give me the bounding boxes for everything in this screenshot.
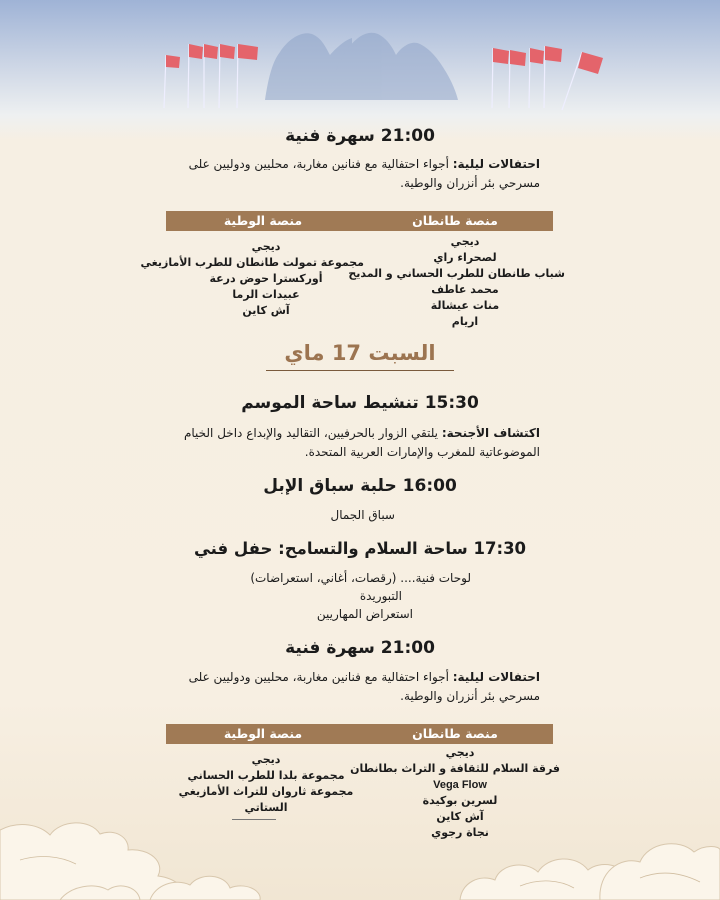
list-item: Vega Flow [433,779,487,791]
evening-1-desc-text: أجواء احتفالية مع فنانين مغاربة، محليين ودوليين على مسرحي بئر أنزران والوطية. [188,157,540,190]
list-item: منات عيشالة [430,299,500,312]
list-item: مجموعة تمولت طانطان للطرب الأمازيغي [140,256,364,269]
stage-1-tantan-list [348,234,565,330]
event-tents-desc-label: اكتشاف الأجنحة: [441,426,540,440]
list-item: نجاة رجوي [431,826,489,839]
day-title-underline [266,370,454,371]
evening-1-title: 21:00 سهرة فنية [285,126,435,146]
list-item: آش كاين [436,810,484,823]
event-peace-line-1: لوحات فنية.... (رقصات، أغاني، استعراضات) [250,571,471,585]
event-camel-line: سباق الجمال [330,508,395,522]
separator-dash [232,819,276,820]
evening-2-title: 21:00 سهرة فنية [285,638,435,658]
list-item: شباب طانطان للطرب الحساني و المديح [348,267,565,280]
list-item: أوركسترا حوض درعة [209,272,323,285]
day-title: السبت 17 ماي [284,341,436,365]
evening-2-desc-text: أجواء احتفالية مع فنانين مغاربة، محليين ودوليين على مسرحي بئر أنزران والوطية. [188,670,540,703]
list-item: لسرين بوكيدة [422,794,498,807]
list-item: ديجي [251,753,281,766]
list-item: آش كاين [242,304,290,317]
list-item: محمد عاطف [431,283,499,296]
list-item: لصحراء راي [433,251,497,264]
stage-1-wattia-list [140,239,364,319]
evening-1-description [175,155,540,193]
evening-2-description [175,668,540,706]
evening-1-desc-label: احتفالات ليلية: [452,157,540,171]
event-camel-title: 16:00 حلبة سباق الإبل [263,476,457,496]
event-tents-title: 15:30 تنشيط ساحة الموسم [241,393,479,413]
event-tents-desc-text: يلتقي الزوار بالحرفيين، التقاليد والإبداع داخل الخيام الموضوعاتية للمغرب والإمارات العربية المتحدة. [183,426,540,459]
stage-2-wattia-label: منصة الوطية [223,726,303,741]
stage-1-tantan-label: منصة طانطان [412,213,498,228]
event-peace-line-3: استعراض المهاريين [316,607,413,621]
event-peace-line-2: التبوريدة [359,589,402,603]
list-item: الستاتي [244,801,288,814]
evening-2-desc-label: احتفالات ليلية: [452,670,540,684]
stage-2-tantan-label: منصة طانطان [412,726,498,741]
event-peace-title: 17:30 ساحة السلام والتسامح: حفل فني [193,539,527,558]
stage-2-tantan-list [350,745,560,841]
list-item: ديجي [450,235,480,248]
list-item: عبيدات الرما [232,288,300,301]
stage-2-wattia-list [168,752,364,816]
list-item: ديجي [445,746,475,759]
stage-1-wattia-label: منصة الوطية [223,213,303,228]
list-item: ديجي [251,240,281,253]
list-item: مجموعة ثاروان للتراث الأمازيغي [178,785,354,798]
list-item: مجموعة بلدا للطرب الحساني [187,769,345,782]
list-item: اريام [451,315,479,328]
list-item: فرقة السلام للثقافة و التراث بطانطان [350,762,560,775]
event-tents-description [175,424,540,462]
